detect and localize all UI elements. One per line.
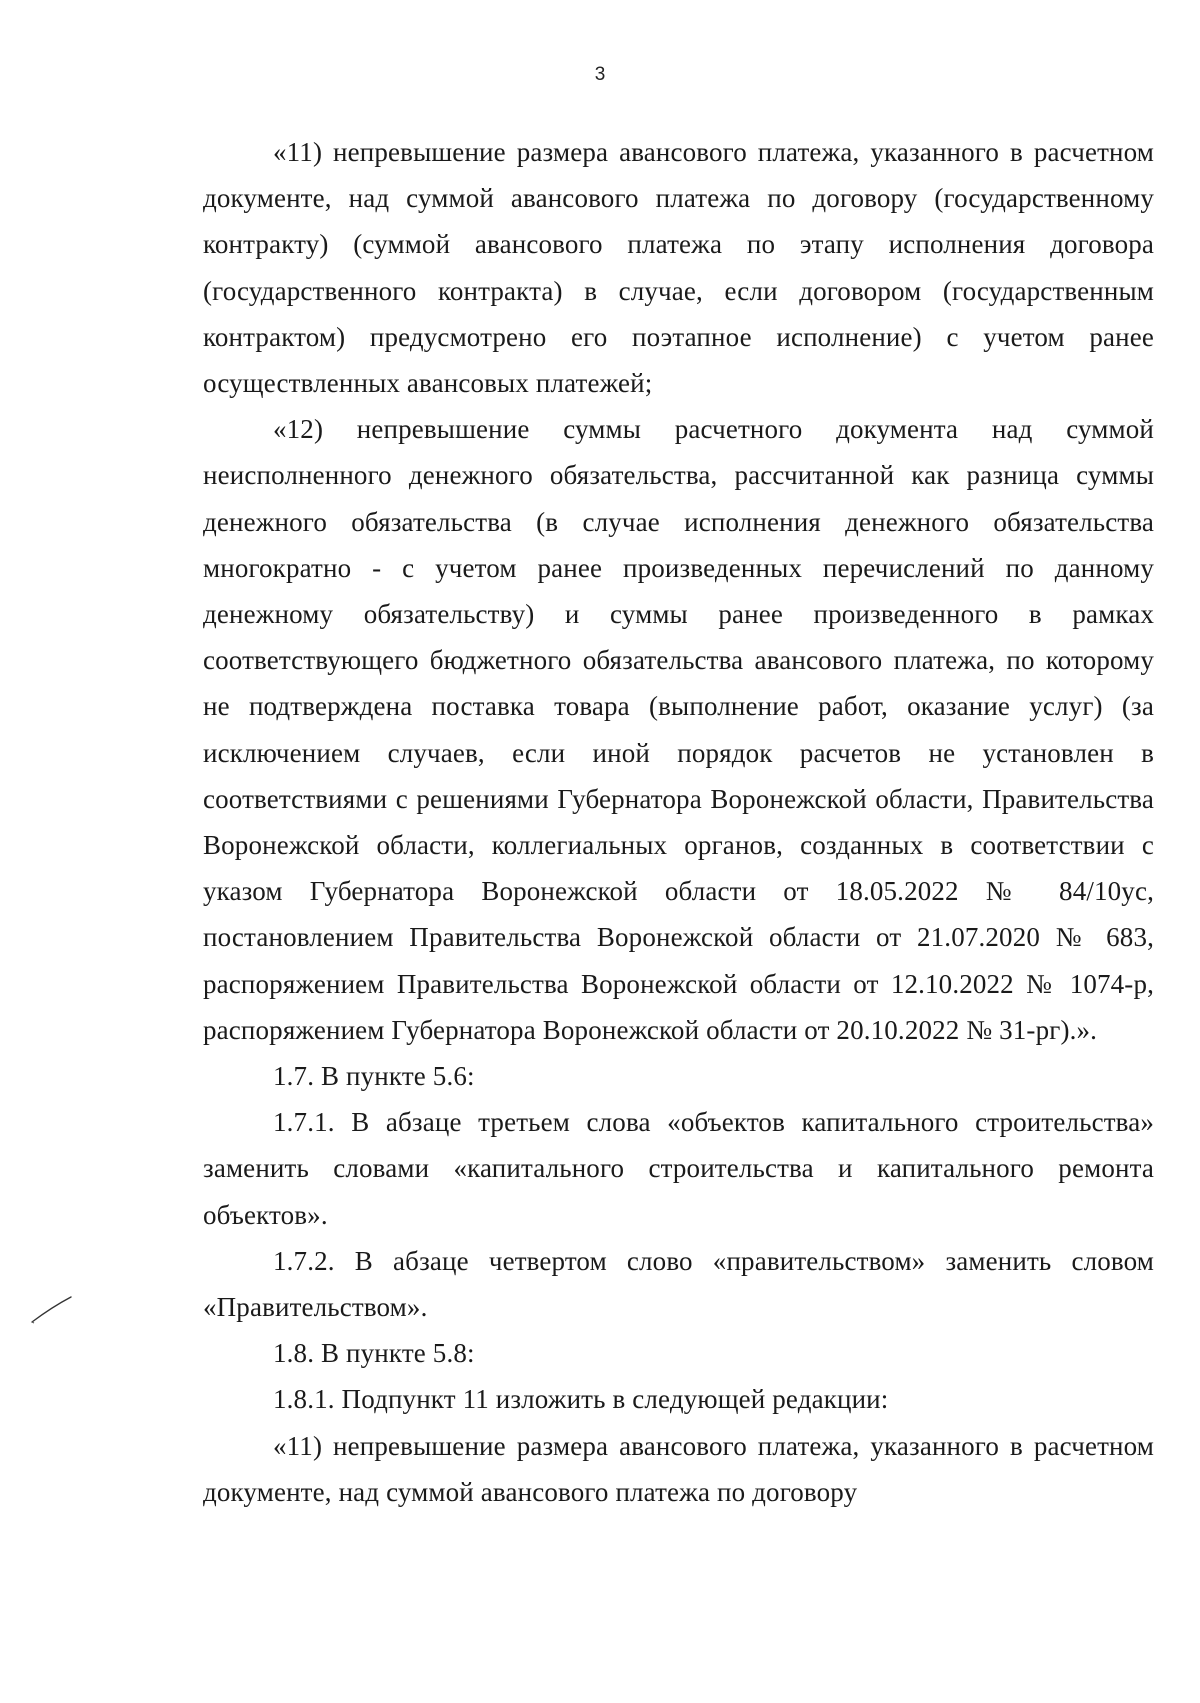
paragraph-1-8: 1.8. В пункте 5.8: xyxy=(273,1338,475,1369)
page-number: 3 xyxy=(594,64,606,85)
paragraph-1-8-1: 1.8.1. Подпункт 11 изложить в следующей редакции: xyxy=(273,1384,889,1415)
paragraph-subitem-11: «11) непревышение размера авансового платежа, указанного в расчетном документе, над суммой авансового платежа по договору (государственному контракту) (суммой авансового платежа по этапу исполнения договора (государственного контракта) в случае, если договором (государственным контрактом) предусмотрено его поэтапное исполнение) с учетом ранее осуществленных авансовых платежей; xyxy=(203,137,1154,399)
paragraph-1-7-1: 1.7.1. В абзаце третьем слова «объектов капитального строительства» заменить словами «капитального строительства и капитального ремонта объектов». xyxy=(203,1107,1154,1230)
document-body xyxy=(203,129,1154,1515)
pen-stroke-icon xyxy=(30,1295,74,1325)
paragraph-1-7: 1.7. В пункте 5.6: xyxy=(273,1061,475,1092)
paragraph-subitem-11-new: «11) непревышение размера авансового платежа, указанного в расчетном документе, над суммой авансового платежа по договору xyxy=(203,1430,1154,1507)
paragraph-1-7-2: 1.7.2. В абзаце четвертом слово «правительством» заменить словом «Правительством». xyxy=(203,1245,1154,1323)
paragraph-subitem-12: «12) непревышение суммы расчетного документа над суммой неисполненного денежного обязательства, рассчитанной как разница суммы денежного обязательства (в случае исполнения денежного обязательства многократно - с учетом ранее произведенных перечислений по данному денежному обязательству) и суммы ранее произведенного в рамках соответствующего бюджетного обязательства авансового платежа, по которому не подтверждена поставка товара (выполнение работ, оказание услуг) (за исключением случаев, если иной порядок расчетов не установлен в соответствиями с решениями Губернатора Воронежской области, Правительства Воронежской области, коллегиальных органов, созданных в соответствии с указом Губернатора Воронежской области от 18.05.2022 № 84/10ус, постановлением Правительства Воронежской области от 21.07.2020 № 683, распоряжением Правительства Воронежской области от 12.10.2022 № 1074-р, распоряжением Губернатора Воронежской области от 20.10.2022 № 31-рг).». xyxy=(203,414,1154,1045)
